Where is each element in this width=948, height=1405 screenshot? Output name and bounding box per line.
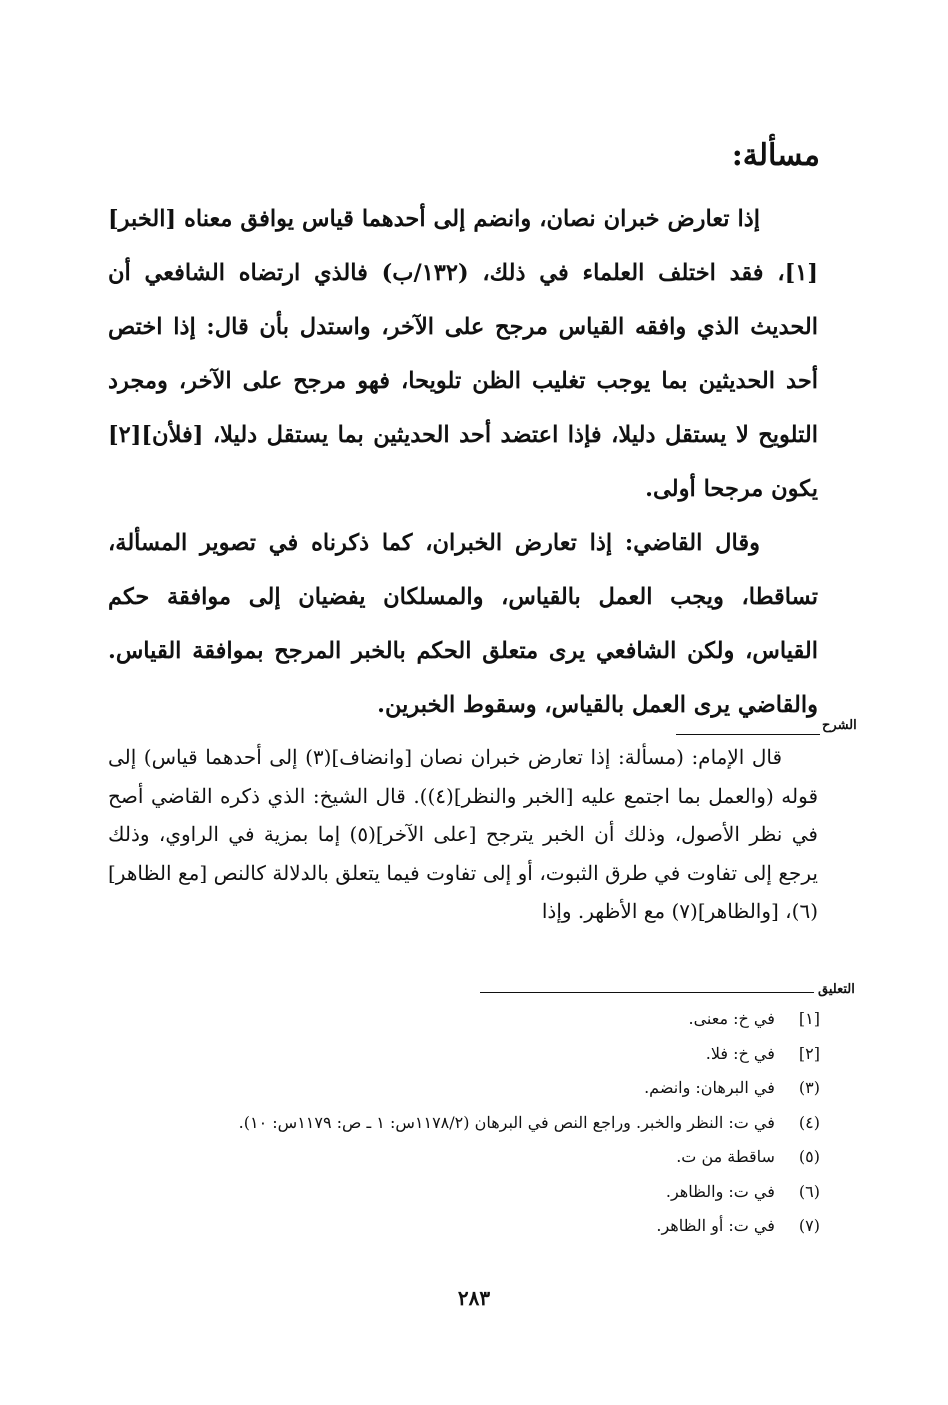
footnote-item	[80, 1140, 820, 1175]
taliq-divider	[480, 992, 814, 993]
footnote-number: (٥)	[798, 1147, 820, 1166]
footnote-text: في خ: معنى.	[688, 1009, 775, 1028]
taliq-label: التعليق	[818, 982, 855, 997]
footnote-item	[80, 1071, 820, 1106]
footnote-number: (٦)	[798, 1181, 820, 1201]
footnote-text: في ت: النظر والخبر. وراجع النص في البرهان (١١٧٨/٢س: ١ ـ ص: ١١٧٩س: ١٠).	[238, 1112, 775, 1132]
footnote-number: (٣)	[798, 1078, 820, 1097]
footnote-item	[80, 1037, 820, 1072]
main-text	[108, 192, 818, 732]
footnote-number: [١]	[798, 1009, 820, 1028]
footnote-number: (٧)	[798, 1216, 820, 1235]
footnote-text: في خ: فلا.	[705, 1043, 775, 1063]
footnotes-list	[80, 1002, 820, 1244]
footnote-text: في البرهان: وانضم.	[644, 1078, 775, 1097]
footnote-text: في ت: أو الظاهر.	[656, 1216, 775, 1235]
footnote-item	[80, 1106, 820, 1141]
sharh-label: الشرح	[822, 718, 857, 733]
page-number: ٢٨٣	[457, 1286, 491, 1310]
footnote-text: في ت: والظاهر.	[665, 1181, 775, 1201]
footnote-number: (٤)	[798, 1112, 820, 1132]
main-paragraph: إذا تعارض خبران نصان، وانضم إلى أحدهما قياس يوافق معناه [الخبر][١]، فقد اختلف العلماء في ذلك، (١٣٢/ب) فالذي ارتضاه الشافعي أن الحديث الذي وافقه القياس مرجح على الآخر، واستدل بأن قال: إذا اختص أحد الحديثين بما يوجب تغليب الظن تلويحا، فهو مرجح على الآخر، ومجرد التلويح لا يستقل دليلا، فإذا اعتضد أحد الحديثين بما يستقل دليلا، [فلأن][٢] يكون مرجحا أولى.	[108, 206, 818, 502]
main-paragraph: وقال القاضي: إذا تعارض الخبران، كما ذكرناه في تصوير المسألة، تساقطا، ويجب العمل بالقياس، والمسلكان يفضيان إلى موافقة حكم القياس، ولكن الشافعي يرى متعلق الحكم بالخبر المرجح بموافقة القياس. والقاضي يرى العمل بالقياس، وسقوط الخبرين.	[108, 530, 818, 718]
section-heading: مسألة:	[731, 138, 820, 173]
footnote-item	[80, 1175, 820, 1210]
footnote-item	[80, 1209, 820, 1244]
footnote-text: ساقطة من ت.	[676, 1147, 775, 1166]
sharh-divider	[676, 734, 820, 735]
footnote-item	[80, 1002, 820, 1037]
commentary-text	[108, 738, 818, 931]
commentary-paragraph: قال الإمام: (مسألة: إذا تعارض خبران نصان [وانضاف](٣) إلى أحدهما قياس) إلى قوله (والعمل بما اجتمع عليه [الخبر والنظر](٤)). قال الشيخ: الذي ذكره القاضي أصح في نظر الأصول، وذلك أن الخبر يترجح [على الآخر](٥) إما بمزية في الراوي، وذلك يرجع إلى تفاوت في طرق الثبوت، أو إلى تفاوت فيما يتعلق بالدلالة كالنص [مع الظاهر](٦)، [والظاهر](٧) مع الأظهر. وإذا	[108, 745, 818, 923]
footnote-number: [٢]	[798, 1043, 820, 1063]
